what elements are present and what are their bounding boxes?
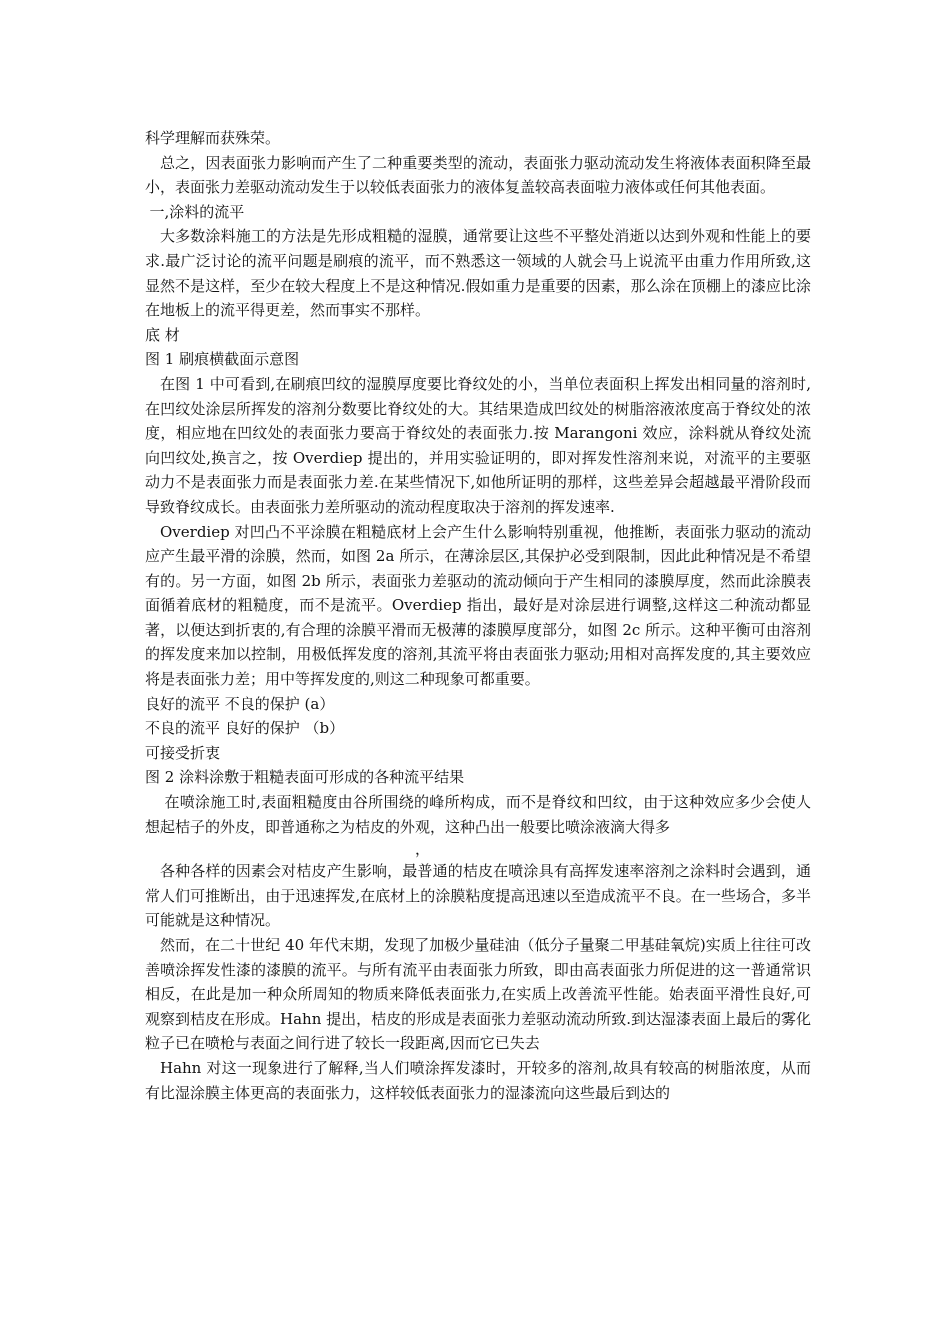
- paragraph-intro-tail: 科学理解而获殊荣。: [145, 129, 281, 147]
- paragraph-spray-application: 在喷涂施工时,表面粗糙度由谷所围绕的峰所构成，而不是脊纹和凹纹，由于这种效应多少会使人想起桔子的外皮，即普通称之为桔皮的外观，这种凸出一般要比喷涂液滴大得多: [145, 793, 811, 836]
- figure-1-caption: 图 1 刷痕横截面示意图: [145, 350, 300, 369]
- figure-2-label-a: 良好的流平 不良的保护 (a）: [145, 694, 335, 713]
- paragraph-orange-peel-factors: 各种各样的因素会对桔皮产生影响，最普通的桔皮在喷涂具有高挥发速率溶剂之涂料时会遇到，通常人们可推断出，由于迅速挥发,在底材上的涂膜粘度提高迅速以至造成流平不良。在一些场合，多半可能就是这种情况。: [145, 862, 811, 930]
- figure-2-label-c: 可接受折衷: [145, 743, 221, 762]
- paragraph-brush-marks: 大多数涂料施工的方法是先形成粗糙的湿膜，通常要让这些不平整处消逝以达到外观和性能上的要求.最广泛讨论的流平问题是刷痕的流平，而不熟悉这一领域的人就会马上说流平由重力作用所致,这显然不是这样，至少在较大程度上不是这种情况.假如重力是重要的因素，那么涂在顶棚上的漆应比涂在地板上的流平得更差，然而事实不那样。: [145, 227, 811, 320]
- figure-2-caption: 图 2 涂料涂敷于粗糙表面可形成的各种流平结果: [145, 768, 465, 787]
- paragraph-figure-1-discussion: 在图 1 中可看到,在刷痕凹纹的湿膜厚度要比脊纹处的小，当单位表面积上挥发出相同量的溶剂时,在凹纹处涂层所挥发的溶剂分数要比脊纹处的大。其结果造成凹纹处的树脂溶液浓度高于脊纹处的浓度，相应地在凹纹处的表面张力要高于脊纹处的表面张力.按 Marangoni 效应，涂料就从脊纹处流向凹纹处,换言之，按 Overdiep 提出的，并用实验证明的，即对挥发性溶剂来说，对流平的主要驱动力不是表面张力而是表面张力差.在某些情况下,如他所证明的那样，这些差异会超越最平滑阶段而导致脊纹成长。由表面张力差所驱动的流动程度取决于溶剂的挥发速率.: [145, 374, 811, 516]
- paragraph-silicone-oil: 然而，在二十世纪 40 年代末期，发现了加极少量硅油（低分子量聚二甲基硅氧烷)实质上往往可改善喷涂挥发性漆的漆膜的流平。与所有流平由表面张力所致，即由高表面张力所促进的这一普通常识相反，在此是加一种众所周知的物质来降低表面张力,在实质上改善流平性能。始表面平滑性良好,可观察到桔皮在形成。Hahn 提出，桔皮的形成是表面张力差驱动流动所致.到达湿漆表面上最后的雾化粒子已在喷枪与表面之间行进了较长一段距离,因而它已失去: [145, 936, 811, 1053]
- paragraph-overdiep: Overdiep 对凹凸不平涂膜在粗糙底材上会产生什么影响特别重视，他推断，表面张力驱动的流动应产生最平滑的涂膜，然而，如图 2a 所示，在薄涂层区,其保护必受到限制，因此此种情况是不希望有的。另一方面，如图 2b 所示，表面张力差驱动的流动倾向于产生相同的漆膜厚度，然而此涂膜表面循着底材的粗糙度，而不是流平。Overdiep 指出，最好是对涂层进行调整,这样这二种流动都显著，以便达到折衷的,有合理的涂膜平滑而无极薄的漆膜厚度部分，如图 2c 所示。这种平衡可由溶剂的挥发度来加以控制，用极低挥发度的溶剂,其流平将由表面张力驱动;用相对高挥发度的,其主要效应将是表面张力差；用中等挥发度的,则这二种现象可都重要。: [145, 522, 811, 689]
- section-heading-coating-leveling: 一,涂料的流平: [149, 202, 245, 221]
- paragraph-hahn-explanation: Hahn 对这一现象进行了解释,当人们喷涂挥发漆时，开较多的溶剂,故具有较高的树脂浓度，从而有比湿涂膜主体更高的表面张力，这样较低表面张力的湿漆流向这些最后到达的: [145, 1058, 811, 1102]
- stray-comma: ，: [415, 840, 431, 859]
- figure-label-substrate: 底 材: [145, 325, 180, 344]
- figure-2-label-b: 不良的流平 良好的保护 （b）: [145, 719, 345, 738]
- document-page: [145, 126, 811, 1105]
- paragraph-summary: 总之，因表面张力影响而产生了二种重要类型的流动，表面张力驱动流动发生将液体表面积降至最小，表面张力差驱动流动发生于以较低表面张力的液体复盖较高表面啦力液体或任何其他表面。: [145, 153, 811, 197]
